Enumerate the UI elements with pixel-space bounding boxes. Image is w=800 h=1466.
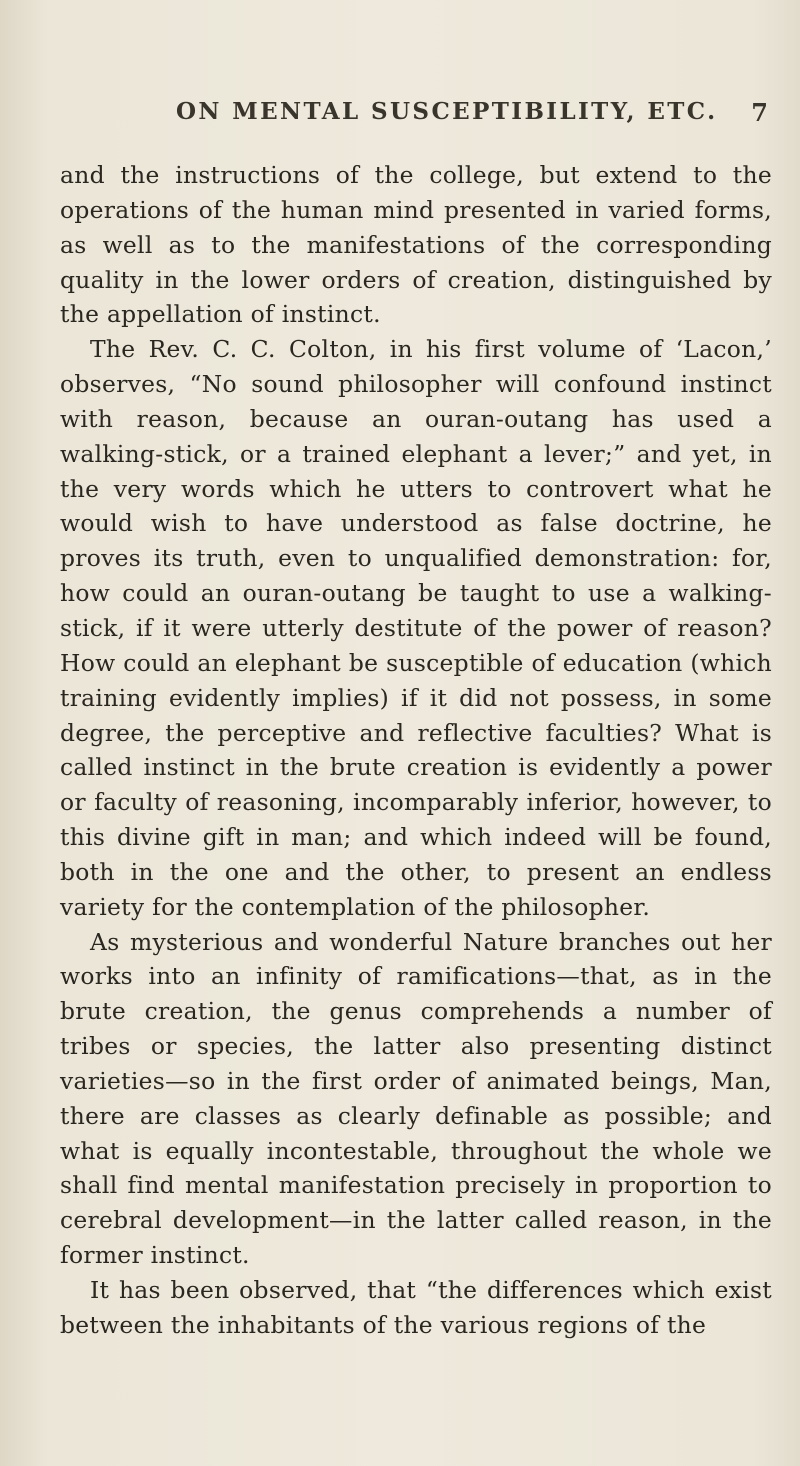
paragraph-1: and the instructions of the college, but extend to the operations of the human mind presented in varied forms, as well as to the manifestations of the corresponding quality in the lower orders of creation, distinguished by the appellation of instinct. (60, 161, 772, 329)
paragraph-2: The Rev. C. C. Colton, in his first volume of ‘Lacon,’ observes, “No sound philosopher will confound instinct with reason, because an ouran-outang has used a walking-stick, or a trained elephant a lever;” and yet, in the very words which he utters to controvert what he would wish to have understood as false doctrine, he proves its truth, even to unqualified demonstration: for, how could an ouran-outang be taught to use a walking-stick, if it were utterly destitute of the power of reason? How could an elephant be susceptible of education (which training evidently implies) if it did not possess, in some degree, the perceptive and reflective faculties? What is called instinct in the brute creation is evidently a power or faculty of reasoning, incomparably inferior, however, to this divine gift in man; and which indeed will be found, both in the one and the other, to present an endless variety for the contemplation of the philosopher. (60, 335, 772, 921)
body-text (60, 158, 772, 1343)
paragraph-3: As mysterious and wonderful Nature branches out her works into an infinity of ramifications—that, as in the brute creation, the genus comprehends a number of tribes or species, the latter also presenting distinct varieties—so in the first order of animated beings, Man, there are classes as clearly definable as possible; and what is equally incontestable, throughout the whole we shall find mental manifestation precisely in proportion to cerebral development—in the latter called reason, in the former instinct. (60, 927, 772, 1270)
paragraph-4: It has been observed, that “the differences which exist between the inhabitants of the various regions of the (60, 1276, 772, 1339)
running-title: ON MENTAL SUSCEPTIBILITY, ETC. (176, 98, 718, 125)
page-number: 7 (751, 98, 768, 127)
running-head (128, 98, 768, 138)
